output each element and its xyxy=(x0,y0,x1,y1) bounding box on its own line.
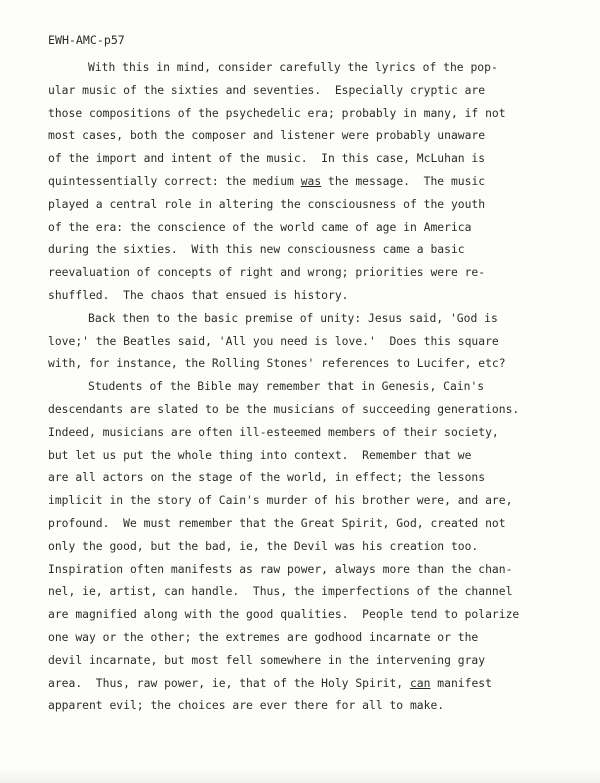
text-line: with, for instance, the Rolling Stones' references to Lucifer, etc? xyxy=(48,356,506,371)
text-line: played a central role in altering the consciousness of the youth xyxy=(48,196,486,211)
text-line xyxy=(48,170,588,193)
text-line: implicit in the story of Cain's murder of his brother were, and are, xyxy=(48,493,513,508)
text-line: Back then to the basic premise of unity: Jesus said, 'God is xyxy=(88,310,498,325)
text-line: devil incarnate, but most fell somewhere in the intervening gray xyxy=(48,652,486,667)
text-line: of the era: the conscience of the world came of age in America xyxy=(48,219,472,234)
text-line: With this in mind, consider carefully the lyrics of the pop- xyxy=(88,60,498,74)
text-line: shuffled. The chaos that ensued is history. xyxy=(48,287,349,302)
text-line: ular music of the sixties and seventies. Especially cryptic are xyxy=(48,82,486,97)
text-line: are all actors on the stage of the world, in effect; the lessons xyxy=(48,470,486,485)
text-line: love;' the Beatles said, 'All you need is love.' Does this square xyxy=(48,333,499,348)
text-line: during the sixties. With this new consciousness came a basic xyxy=(48,242,465,257)
text-fragment: area. Thus, raw power, ie, that of the Holy Spirit, xyxy=(48,675,410,690)
text-line: most cases, both the composer and listener were probably unaware xyxy=(48,128,486,143)
document-body xyxy=(48,56,588,717)
text-line: but let us put the whole thing into context. Remember that we xyxy=(48,447,472,462)
text-line: of the import and intent of the music. In this case, McLuhan is xyxy=(48,151,486,166)
text-line: those compositions of the psychedelic era; probably in many, if not xyxy=(48,105,506,120)
text-fragment: manifest xyxy=(430,675,492,690)
text-line: Inspiration often manifests as raw power, always more than the chan- xyxy=(48,561,513,576)
text-line xyxy=(48,672,588,695)
text-line: one way or the other; the extremes are godhood incarnate or the xyxy=(48,629,479,644)
scan-edge xyxy=(0,768,600,783)
text-line: descendants are slated to be the musicians of succeeding generations. xyxy=(48,401,520,416)
text-line: profound. We must remember that the Great Spirit, God, created not xyxy=(48,515,506,530)
text-fragment: quintessentially correct: the medium xyxy=(48,173,301,188)
text-fragment: the message. The music xyxy=(321,173,486,188)
text-line: Indeed, musicians are often ill-esteemed members of their society, xyxy=(48,424,499,439)
text-line: reevaluation of concepts of right and wrong; priorities were re- xyxy=(48,265,486,280)
text-line: only the good, but the bad, ie, the Devil was his creation too. xyxy=(48,538,479,553)
text-line: Students of the Bible may remember that in Genesis, Cain's xyxy=(88,379,485,394)
underlined-word: can xyxy=(409,675,431,690)
text-line: are magnified along with the good qualities. People tend to polarize xyxy=(48,607,520,622)
text-line: nel, ie, artist, can handle. Thus, the imperfections of the channel xyxy=(48,584,513,599)
underlined-word: was xyxy=(300,173,322,188)
text-line: apparent evil; the choices are ever there for all to make. xyxy=(48,698,445,713)
page-code: EWH-AMC-p57 xyxy=(48,33,125,47)
